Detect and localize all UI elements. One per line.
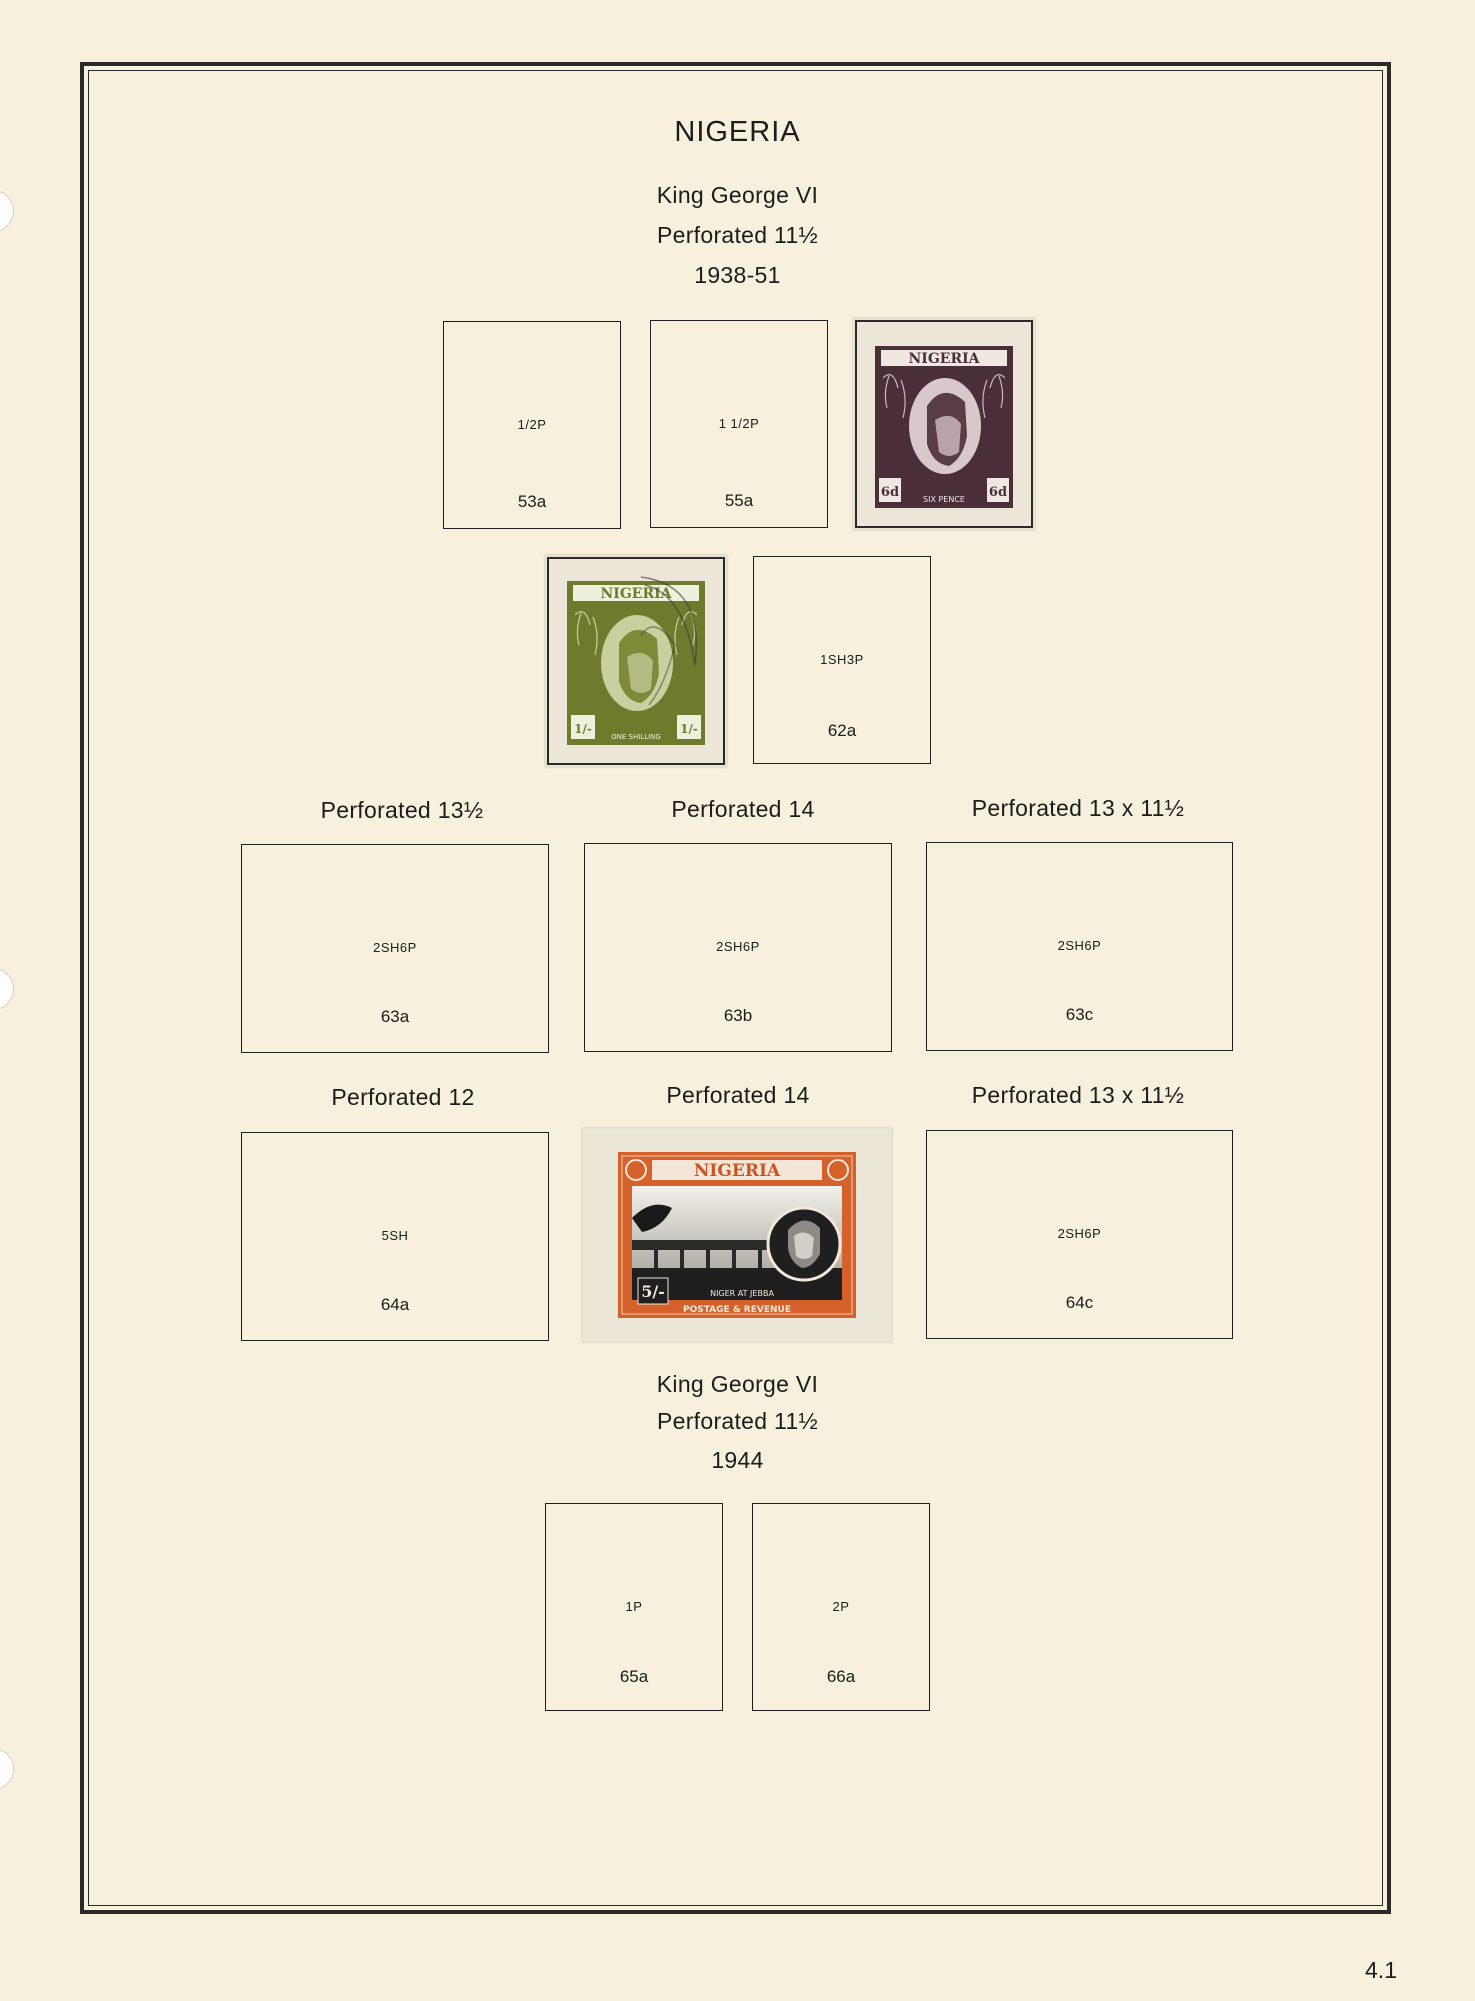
stamp-slot-value: 2SH6P: [1057, 1226, 1102, 1241]
stamp-slot-number: 65a: [619, 1667, 649, 1686]
stamp-slot-66a: [752, 1503, 930, 1711]
stamp-slot-number: 55a: [724, 491, 754, 510]
stamp-slot-value: 2SH6P: [716, 939, 760, 954]
stamp-slot-number: 66a: [826, 1667, 856, 1686]
stamp-slot-62a: [753, 556, 931, 764]
stamp-slot-63a: [241, 844, 549, 1053]
section-header-perf-13x11-5: Perforated 13 x 11½: [971, 795, 1185, 821]
subtitle-perforation-1944: Perforated 11½: [656, 1408, 819, 1434]
stamp-country-text: NIGERIA: [908, 351, 980, 367]
stamp-slot-value: 2SH6P: [373, 940, 417, 955]
stamp-value: 5/-: [641, 1282, 665, 1301]
stamp-slot-64c: [926, 1130, 1233, 1339]
subtitle-perforation: Perforated 11½: [656, 222, 819, 248]
stamp-country-text: NIGERIA: [693, 1161, 781, 1181]
subtitle-reign: King George VI: [656, 182, 819, 208]
stamp-slot-value: 1 1/2P: [718, 416, 760, 431]
stamp-scene: NIGER AT JEBBA: [710, 1289, 774, 1298]
page-number: 4.1: [1365, 1957, 1397, 1983]
section-header-perf-13-5: Perforated 13½: [320, 797, 484, 823]
subtitle-year-1944: 1944: [711, 1447, 764, 1473]
stamp-slot-55a: [650, 320, 828, 528]
stamp-value-right: 1/-: [680, 722, 698, 736]
stamp-value-right: 6d: [988, 485, 1008, 500]
stamp-slot-number: 64c: [1065, 1293, 1094, 1312]
stamp-slot-65a: [545, 1503, 723, 1711]
binder-hole: [0, 1748, 14, 1790]
stamp-value-left: 1/-: [574, 722, 592, 736]
stamp-slot-number: 64a: [380, 1295, 410, 1314]
stamp-slot-value: 1SH3P: [820, 652, 864, 667]
stamp-slot-value: 1/2P: [517, 417, 547, 432]
stamp-slot-value: 2P: [832, 1599, 850, 1614]
stamp-country-text: NIGERIA: [600, 586, 672, 602]
subtitle-years: 1938-51: [694, 262, 781, 288]
section-header-perf-14: Perforated 14: [666, 1082, 810, 1108]
stamp-slot-value: 1P: [625, 1599, 643, 1614]
binder-hole: [0, 968, 14, 1010]
section-header-perf-14: Perforated 14: [671, 796, 815, 822]
stamp-slot-number: 63c: [1065, 1005, 1094, 1024]
stamp-slot-53a: [443, 321, 621, 529]
stamp-slot-number: 63b: [723, 1006, 753, 1025]
stamp-slot-number: 62a: [827, 721, 857, 740]
stamp-nigeria-1s: [545, 555, 727, 767]
stamp-slot-63c: [926, 842, 1233, 1051]
section-header-perf-13x11-5: Perforated 13 x 11½: [971, 1082, 1185, 1108]
section-header-perf-12: Perforated 12: [331, 1084, 475, 1110]
stamp-slot-64a: [241, 1132, 549, 1341]
subtitle-reign-1944: King George VI: [656, 1371, 819, 1397]
stamp-caption: POSTAGE & REVENUE: [683, 1305, 791, 1315]
stamp-value-left: 6d: [880, 485, 900, 500]
stamp-nigeria-6d: [853, 318, 1035, 530]
stamp-caption: SIX PENCE: [923, 495, 965, 504]
stamp-slot-value: 2SH6P: [1057, 938, 1102, 953]
stamp-nigeria-5s: [582, 1128, 892, 1342]
stamp-slot-63b: [584, 843, 892, 1052]
page-title: NIGERIA: [674, 116, 801, 148]
stamp-slot-number: 63a: [380, 1007, 410, 1026]
stamp-slot-number: 53a: [517, 492, 547, 511]
stamp-caption: ONE SHILLING: [611, 733, 661, 741]
stamp-slot-value: 5SH: [381, 1228, 409, 1243]
